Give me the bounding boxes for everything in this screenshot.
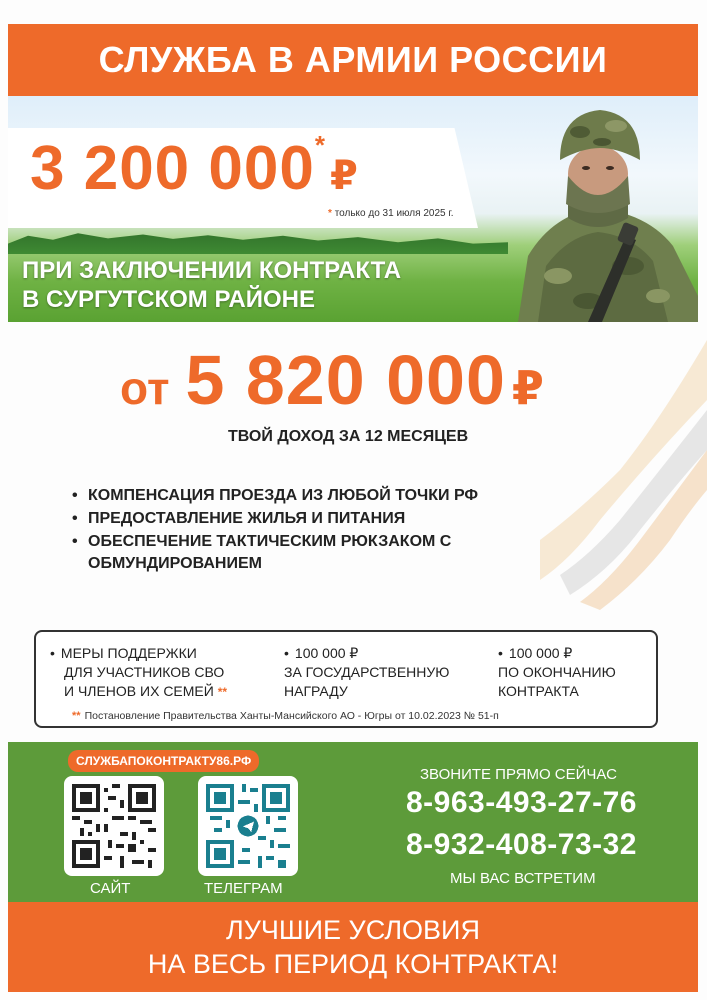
state-award-amount: 100 000 ₽ [294, 645, 359, 661]
phone-number-2[interactable]: 8-932-408-73-32 [406, 828, 637, 861]
benefit-item: • КОМПЕНСАЦИЯ ПРОЕЗДА ИЗ ЛЮБОЙ ТОЧКИ РФ [70, 485, 540, 507]
bonus-currency: ₽ [329, 154, 359, 198]
contract-line-2: В СУРГУТСКОМ РАЙОНЕ [22, 286, 315, 313]
state-award-line: ЗА ГОСУДАРСТВЕННУЮ [284, 664, 450, 680]
contract-end-line: КОНТРАКТА [498, 683, 579, 699]
benefit-item: • ПРЕДОСТАВЛЕНИЕ ЖИЛЬЯ И ПИТАНИЯ [70, 508, 540, 530]
benefit-item: • ОБЕСПЕЧЕНИЕ ТАКТИЧЕСКИМ РЮКЗАКОМ С ОБМУНДИРОВАНИЕМ [70, 531, 540, 575]
contract-end-line: ПО ОКОНЧАНИЮ [498, 664, 616, 680]
site-label: САЙТ [90, 880, 131, 897]
income-value: 5 820 000 [185, 341, 506, 419]
bonus-footnote-marker: * [328, 208, 332, 219]
phone-number-1[interactable]: 8-963-493-27-76 [406, 786, 637, 819]
footer-line-1: ЛУЧШИЕ УСЛОВИЯ [226, 915, 480, 945]
hero-section [8, 96, 698, 322]
tree-line [8, 228, 508, 254]
state-award-column: • 100 000 ₽ ЗА ГОСУДАРСТВЕННУЮ НАГРАДУ [284, 644, 484, 701]
decree-note [72, 710, 499, 722]
qr-code-telegram-icon[interactable] [198, 776, 298, 876]
bonus-footnote [328, 208, 454, 219]
footer-banner [8, 902, 698, 992]
meet-text: МЫ ВАС ВСТРЕТИМ [450, 870, 596, 887]
bonus-amount [30, 130, 359, 203]
qr-code-site-icon[interactable] [64, 776, 164, 876]
decree-marker: ** [72, 710, 81, 722]
telegram-label: ТЕЛЕГРАМ [204, 880, 283, 897]
contacts-section [8, 742, 698, 902]
benefits-list [70, 485, 540, 576]
support-measures-column: • МЕРЫ ПОДДЕРЖКИ ДЛЯ УЧАСТНИКОВ СВО И ЧЛЕНОВ ИХ СЕМЕЙ ** [50, 644, 280, 702]
site-url-link[interactable]: СЛУЖБАПОКОНТРАКТУ86.РФ [68, 750, 259, 772]
contract-end-column: • 100 000 ₽ ПО ОКОНЧАНИЮ КОНТРАКТА [498, 644, 658, 701]
soldier-photo [498, 96, 698, 322]
support-line: ДЛЯ УЧАСТНИКОВ СВО [64, 664, 225, 680]
support-footnote-marker: ** [217, 685, 228, 699]
footer-line-2: НА ВЕСЬ ПЕРИОД КОНТРАКТА! [147, 949, 559, 979]
support-line: И ЧЛЕНОВ ИХ СЕМЕЙ [64, 683, 214, 699]
contract-end-amount: 100 000 ₽ [508, 645, 573, 661]
income-amount [120, 341, 544, 419]
income-prefix: от [120, 362, 170, 414]
state-award-line: НАГРАДУ [284, 683, 348, 699]
contract-line-1: ПРИ ЗАКЛЮЧЕНИИ КОНТРАКТА [22, 257, 402, 284]
bonus-footnote-text: только до 31 июля 2025 г. [334, 208, 454, 219]
income-currency: ₽ [511, 362, 544, 414]
st-george-ribbon-icon [540, 340, 707, 610]
header-title: СЛУЖБА В АРМИИ РОССИИ [8, 24, 698, 96]
income-caption: ТВОЙ ДОХОД ЗА 12 МЕСЯЦЕВ [228, 428, 469, 445]
bonus-amount-value: 3 200 000 [30, 134, 315, 203]
contract-location [22, 256, 401, 314]
bonus-footnote-star: * [314, 130, 326, 160]
call-now-text: ЗВОНИТЕ ПРЯМО СЕЙЧАС [420, 766, 617, 783]
support-measures-box [34, 630, 658, 728]
decree-text: Постановление Правительства Ханты-Мансийского АО - Югры от 10.02.2023 № 51-п [84, 710, 499, 722]
support-line: МЕРЫ ПОДДЕРЖКИ [60, 645, 197, 661]
